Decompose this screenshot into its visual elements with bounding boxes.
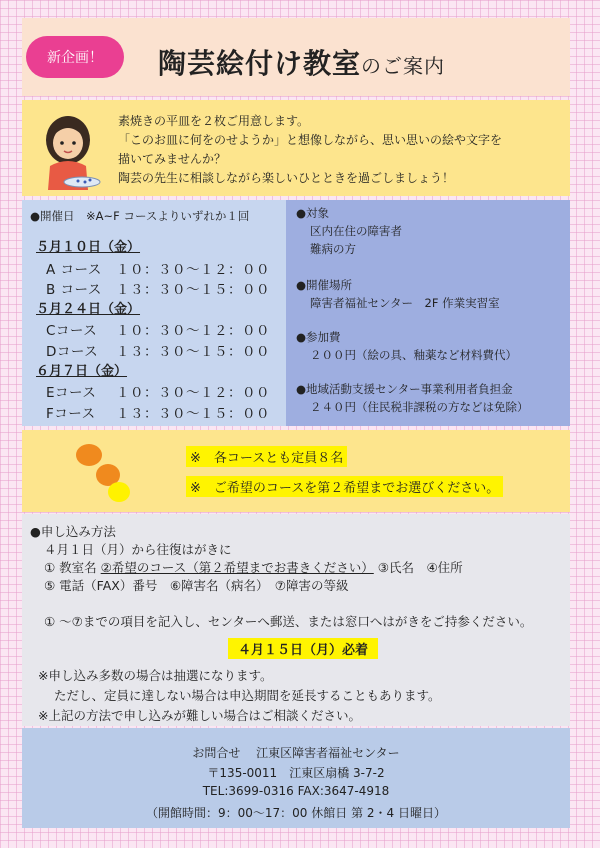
course-row [46, 402, 270, 422]
apply-items-row [44, 558, 463, 576]
course-row [46, 319, 270, 339]
apply-item-1: ① 教室名 [44, 560, 97, 575]
course-time: １０：３０～１２：００ [116, 262, 270, 278]
choice-note: ※ ご希望のコースを第２希望までお選びください。 [186, 476, 503, 497]
contact-hours: （開館時間：9：00～17：00 休館日 第 2・4 日曜日） [146, 806, 446, 820]
venue-info [296, 276, 500, 312]
fee-label: ●参加費 [296, 330, 341, 344]
target-info [296, 204, 402, 258]
fee-info [296, 328, 517, 364]
apply-item-2: ②希望のコース（第２希望までお書きください） [100, 560, 374, 575]
schedule-dates-panel [22, 200, 286, 426]
target-line: 区内在住の障害者 [310, 224, 402, 238]
capacity-note: ※ 各コースとも定員８名 [186, 446, 347, 467]
contact-line: お問合せ 江東区障害者福祉センター [192, 746, 400, 760]
title-main: 陶芸絵付け教室 [158, 47, 362, 80]
title-suffix: のご案内 [361, 54, 446, 78]
intro-section [22, 100, 570, 196]
header [22, 18, 570, 96]
event-details-panel [286, 200, 570, 426]
schedule-date: ５月１０日（金） [36, 240, 141, 255]
course-time: １０：３０～１２：００ [116, 385, 270, 401]
course-name: Cコース [46, 323, 98, 339]
course-name: Dコース [46, 344, 99, 360]
burden-info [296, 380, 529, 416]
course-row [46, 381, 270, 401]
schedule-date: ５月２４日（金） [36, 302, 141, 317]
deadline-badge: ４月１５日（月）必着 [228, 638, 378, 659]
course-time: １３：３０～１５：００ [116, 406, 270, 422]
schedule-section [22, 200, 570, 426]
course-row [46, 258, 270, 278]
course-time: １３：３０～１５：００ [116, 344, 270, 360]
fee-value: ２００円（絵の具、釉薬など材料費代） [310, 348, 517, 362]
application-section [22, 514, 570, 726]
schedule-heading: ●開催日 ※A~F コースよりいずれか１回 [30, 209, 250, 223]
contact-phone: TEL:3699-0316 FAX:3647-4918 [202, 784, 390, 798]
course-name: Fコース [46, 406, 96, 422]
apply-note: ※申し込み多数の場合は抽選になります。 [38, 668, 273, 683]
intro-text [118, 112, 502, 188]
course-time: １０：３０～１２：００ [116, 323, 270, 339]
course-row [46, 340, 270, 360]
intro-line: 描いてみませんか？ [118, 152, 227, 166]
apply-note: ただし、定員に達しない場合は申込期間を延長することもあります。 [54, 688, 441, 703]
apply-heading: ●申し込み方法 [30, 524, 116, 539]
burden-value: ２４０円（住民税非課税の方などは免除） [310, 400, 529, 414]
apply-note: ※上記の方法で申し込みが難しい場合はご相談ください。 [38, 708, 361, 723]
course-name: A コース [46, 262, 102, 278]
new-program-badge: 新企画！ [26, 36, 124, 78]
intro-line: 「このお皿に何をのせようか」と想像しながら、思い思いの絵や文字を [118, 133, 503, 147]
intro-line: 陶芸の先生に相談しながら楽しいひとときを過ごしましょう！ [118, 171, 455, 185]
venue-value: 障害者福祉センター 2F 作業実習室 [310, 296, 500, 310]
target-line: 難病の方 [310, 242, 356, 256]
apply-items-row-2: ⑤ 電話（FAX）番号 ⑥障害名（病名） ⑦障害の等級 [44, 578, 349, 593]
venue-label: ●開催場所 [296, 278, 353, 292]
apply-instruction: ① ～⑦までの項目を記入し、センターへ郵送、または窓口へはがきをご持参ください。 [44, 614, 533, 629]
apply-line: ４月１日（月）から往復はがきに [44, 542, 232, 557]
intro-line: 素焼きの平皿を２枚ご用意します。 [118, 114, 310, 128]
contact-address: 〒135-0011 江東区扇橋 3-7-2 [207, 766, 385, 780]
course-row [46, 278, 270, 298]
woman-painting-plate-icon [36, 110, 106, 190]
page-title [158, 42, 445, 82]
burden-label: ●地域活動支援センター事業利用者負担金 [296, 382, 513, 396]
course-name: Eコース [46, 385, 97, 401]
course-name: B コース [46, 282, 102, 298]
schedule-date: ６月７日（金） [36, 364, 128, 379]
course-time: １３：３０～１５：００ [116, 282, 270, 298]
orange-dot-icon [76, 444, 102, 466]
apply-item-3: ③氏名 ④住所 [377, 560, 463, 575]
capacity-section [22, 430, 570, 512]
contact-section [22, 728, 570, 828]
yellow-dot-icon [108, 482, 130, 502]
target-label: ●対象 [296, 206, 330, 220]
